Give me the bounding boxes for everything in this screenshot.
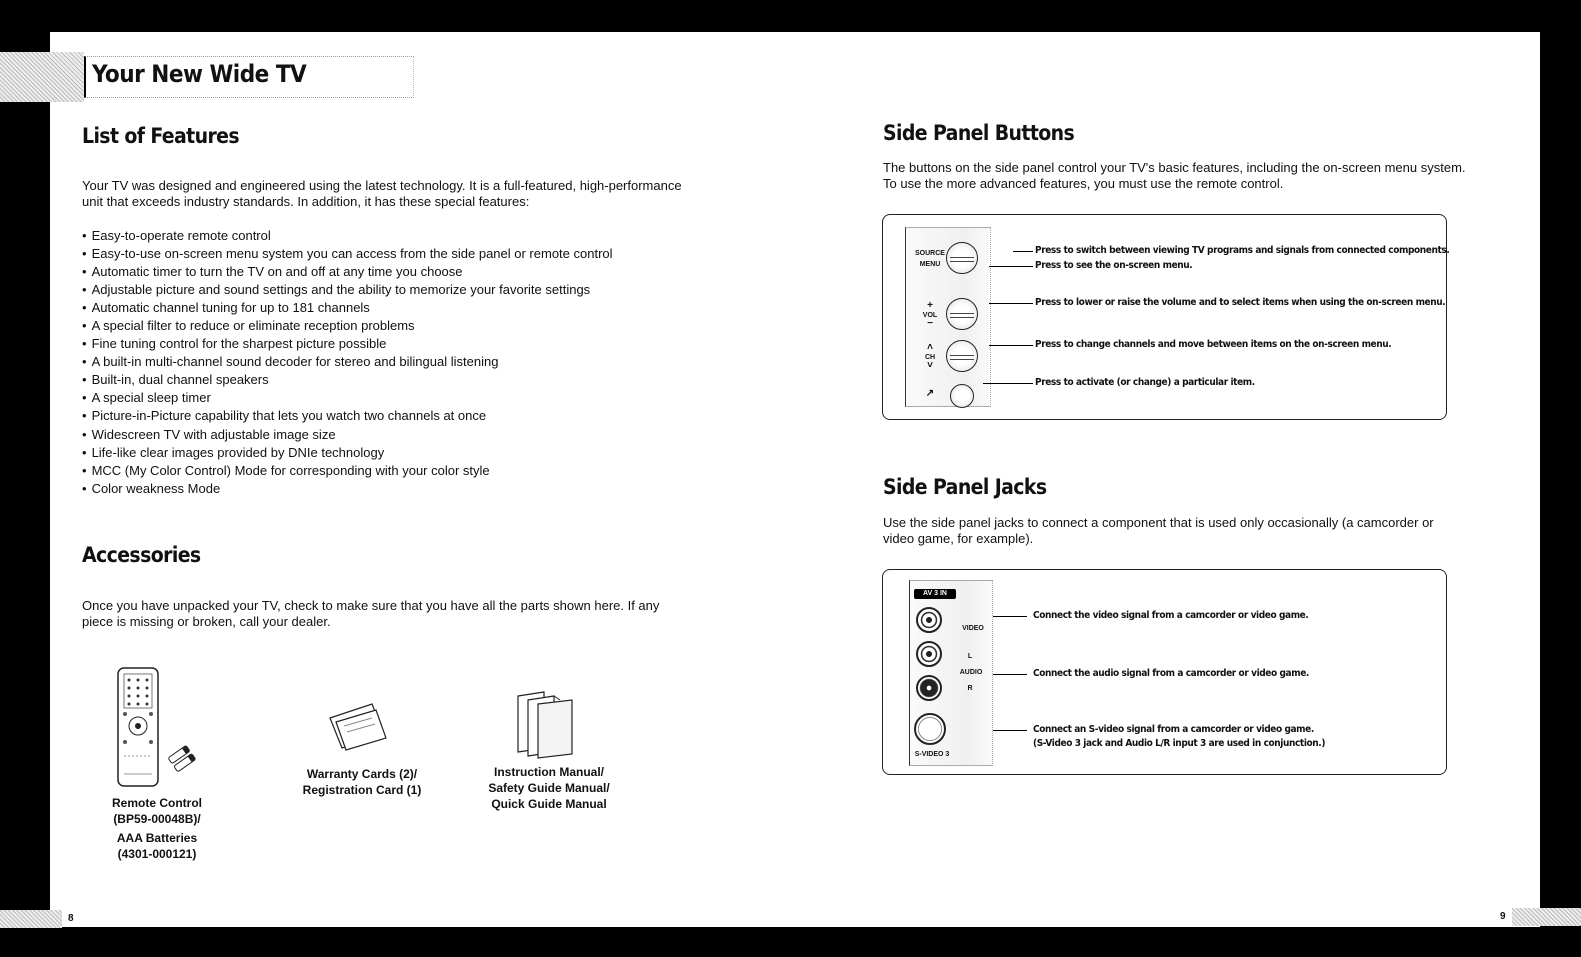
buttons-intro-line-1: The buttons on the side panel control your TV's basic features, including the on-screen menu system.: [883, 160, 1466, 175]
caption-line: AAA Batteries: [116, 831, 198, 845]
audio-callout: Connect the audio signal from a camcorder or video game.: [1033, 668, 1309, 679]
source-callout: Press to switch between viewing TV programs and signals from connected components.: [1035, 245, 1450, 256]
batteries: [168, 745, 196, 772]
leader-line: [993, 616, 1027, 617]
menu-callout: Press to see the on-screen menu.: [1035, 260, 1193, 271]
caption-line: Remote Control: [112, 796, 202, 810]
audio-l-label: L: [967, 653, 973, 660]
video-label: VIDEO: [962, 625, 984, 632]
feature-item: • Adjustable picture and sound settings and the ability to memorize your favorite settings: [82, 281, 702, 299]
side-panel-buttons-diagram: [882, 214, 1450, 420]
channel-button: [946, 340, 978, 372]
feature-item: • MCC (My Color Control) Mode for corresponding with your color style: [82, 462, 702, 480]
leader-line: [989, 345, 1033, 346]
caption-line: Quick Guide Manual: [491, 797, 607, 811]
caption-line: Instruction Manual/: [493, 765, 604, 779]
feature-item: • Easy-to-operate remote control: [82, 227, 702, 245]
manual-caption: [474, 764, 624, 812]
ch-label: CH: [924, 354, 936, 361]
buttons-intro-line-2: To use the more advanced features, you must use the remote control.: [883, 176, 1284, 191]
side-panel-jacks-heading: Side Panel Jacks: [883, 475, 1047, 499]
caption-line: (4301-000121): [117, 847, 197, 861]
channel-callout: Press to change channels and move between items on the on-screen menu.: [1035, 339, 1392, 350]
audio-r-label: R: [967, 685, 973, 692]
feature-item: • Built-in, dual channel speakers: [82, 371, 702, 389]
leader-line: [989, 303, 1033, 304]
page-frame-bottom: [0, 927, 1581, 957]
accessories-intro: [82, 598, 702, 630]
side-panel-jacks-diagram: [882, 569, 1447, 775]
feature-item: • Life-like clear images provided by DNIe technology: [82, 444, 702, 462]
av-in-badge: AV 3 IN: [914, 589, 956, 599]
page-frame-right: [1540, 0, 1581, 957]
audio-label: AUDIO: [959, 669, 983, 676]
caption-line: (BP59-00048B)/: [113, 812, 201, 826]
feature-item: • Picture-in-Picture capability that lets you watch two channels at once: [82, 407, 702, 425]
source-menu-button: [946, 242, 978, 274]
header-fade-decoration: [0, 52, 84, 102]
features-intro: [82, 178, 702, 210]
volume-button: [946, 298, 978, 330]
menu-label: MENU: [919, 261, 941, 268]
jacks-intro: [883, 515, 1483, 547]
page-title: Your New Wide TV: [92, 60, 307, 88]
manuals-illustration: [514, 690, 576, 760]
caption-line: Safety Guide Manual/: [488, 781, 610, 795]
feature-item: • Widescreen TV with adjustable image size: [82, 426, 702, 444]
feature-item: • Easy-to-use on-screen menu system you can access from the side panel or remote control: [82, 245, 702, 263]
page-number-right: 9: [1500, 911, 1506, 922]
feature-item: • A built-in multi-channel sound decoder for stereo and bilingual listening: [82, 353, 702, 371]
feature-item: • Color weakness Mode: [82, 480, 702, 498]
page-number-left: 8: [68, 913, 74, 924]
source-label: SOURCE: [915, 250, 945, 257]
side-panel-buttons-heading: Side Panel Buttons: [883, 121, 1075, 145]
volume-callout: Press to lower or raise the volume and to select items when using the on-screen menu.: [1035, 297, 1446, 308]
s-video-callout: Connect an S-video signal from a camcorder or video game.: [1033, 724, 1314, 735]
footer-fade-left: [0, 910, 62, 928]
enter-icon: ↗: [925, 388, 935, 399]
warranty-cards-illustration: [326, 700, 390, 752]
jack-panel-strip: [909, 580, 993, 766]
remote-control-illustration: [112, 666, 202, 790]
features-heading: List of Features: [82, 124, 240, 148]
caption-line: Warranty Cards (2)/: [306, 767, 418, 781]
audio-right-jack: [916, 675, 942, 701]
vol-label: VOL: [922, 312, 938, 319]
accessories-intro-line-2: piece is missing or broken, call your dealer.: [82, 614, 331, 629]
jacks-intro-line-2: video game, for example).: [883, 531, 1034, 546]
vol-minus-label: −: [927, 318, 933, 329]
feature-item: • Automatic channel tuning for up to 181 channels: [82, 299, 702, 317]
feature-item: • Automatic timer to turn the TV on and off at any time you choose: [82, 263, 702, 281]
features-intro-line-1: Your TV was designed and engineered using the latest technology. It is a full-featured, high-performance: [82, 178, 682, 193]
ch-down-label: ˅: [927, 360, 933, 371]
page-frame-left: [0, 0, 50, 957]
audio-left-jack: [916, 641, 942, 667]
feature-item: • A special filter to reduce or eliminate reception problems: [82, 317, 702, 335]
jacks-intro-line-1: Use the side panel jacks to connect a component that is used only occasionally (a camcorder or: [883, 515, 1434, 530]
button-panel-strip: [905, 227, 991, 407]
s-video-label: S-VIDEO 3: [914, 751, 950, 758]
buttons-intro: [883, 160, 1483, 192]
page-frame-top: [0, 0, 1581, 32]
enter-button: [950, 384, 974, 408]
caption-line: Registration Card (1): [302, 783, 422, 797]
feature-item: • Fine tuning control for the sharpest picture possible: [82, 335, 702, 353]
warranty-caption: [292, 766, 432, 798]
feature-item: • A special sleep timer: [82, 389, 702, 407]
remote-caption: [82, 795, 232, 862]
video-callout: Connect the video signal from a camcorder or video game.: [1033, 610, 1309, 621]
footer-fade-right: [1512, 908, 1581, 926]
video-jack: [916, 607, 942, 633]
leader-line: [993, 674, 1027, 675]
leader-line: [993, 730, 1027, 731]
enter-callout: Press to activate (or change) a particular item.: [1035, 377, 1255, 388]
features-list: [82, 227, 702, 498]
leader-line: [983, 383, 1033, 384]
s-video-note: (S-Video 3 jack and Audio L/R input 3 are used in conjunction.): [1033, 738, 1326, 749]
accessories-intro-line-1: Once you have unpacked your TV, check to make sure that you have all the parts shown here. If any: [82, 598, 660, 613]
vol-plus-label: +: [927, 300, 933, 311]
header-tab: [84, 56, 414, 98]
leader-line: [1013, 251, 1033, 252]
s-video-jack: [914, 713, 946, 745]
ch-up-label: ˄: [927, 342, 933, 353]
features-intro-line-2: unit that exceeds industry standards. In addition, it has these special features:: [82, 194, 530, 209]
accessories-heading: Accessories: [82, 543, 201, 567]
leader-line: [989, 266, 1033, 267]
